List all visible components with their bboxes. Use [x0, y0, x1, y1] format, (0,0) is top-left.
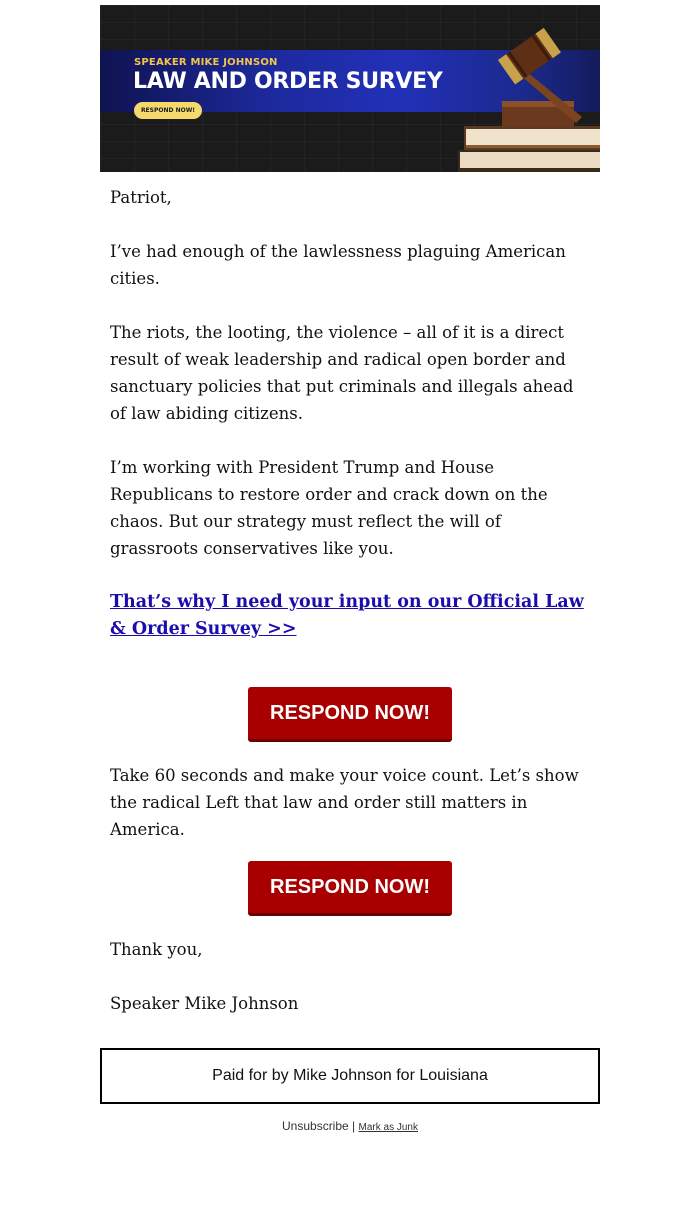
paragraph-2: The riots, the looting, the violence – all of it is a direct result of weak leadership and radical open border and sanctuary policies that put criminals and illegals ahead of law abiding citizens. — [110, 323, 574, 423]
greeting: Patriot, — [110, 188, 172, 207]
paragraph-4: Take 60 seconds and make your voice count. Let’s show the radical Left that law and order still matters in America. — [110, 766, 579, 839]
email-container — [100, 5, 600, 1017]
respond-now-button-2[interactable]: RESPOND NOW! — [248, 861, 452, 916]
unsubscribe-link[interactable]: Unsubscribe — [282, 1119, 349, 1133]
respond-button-wrap-2 — [110, 861, 590, 916]
header-banner[interactable] — [100, 5, 600, 172]
closing: Thank you, — [110, 940, 203, 959]
survey-link[interactable]: That’s why I need your input on our Official Law & Order Survey >> — [110, 592, 584, 639]
email-body — [100, 184, 600, 1017]
footer-separator: | — [352, 1119, 356, 1133]
banner-kicker: SPEAKER MIKE JOHNSON — [134, 57, 278, 68]
banner-title: LAW AND ORDER SURVEY — [133, 69, 443, 94]
footer-links — [100, 1119, 600, 1133]
paragraph-3: I’m working with President Trump and House Republicans to restore order and crack down on the chaos. But our strategy must reflect the will of grassroots conservatives like you. — [110, 458, 548, 558]
mark-as-junk-link[interactable]: Mark as Junk — [358, 1122, 418, 1133]
gavel-books-icon — [450, 5, 600, 172]
respond-button-wrap-1 — [110, 687, 590, 742]
respond-now-button-1[interactable]: RESPOND NOW! — [248, 687, 452, 742]
paragraph-1: I’ve had enough of the lawlessness plaguing American cities. — [110, 242, 566, 288]
paid-for-disclaimer: Paid for by Mike Johnson for Louisiana — [100, 1048, 600, 1104]
signature: Speaker Mike Johnson — [110, 994, 299, 1013]
banner-respond-button[interactable]: RESPOND NOW! — [134, 102, 202, 119]
